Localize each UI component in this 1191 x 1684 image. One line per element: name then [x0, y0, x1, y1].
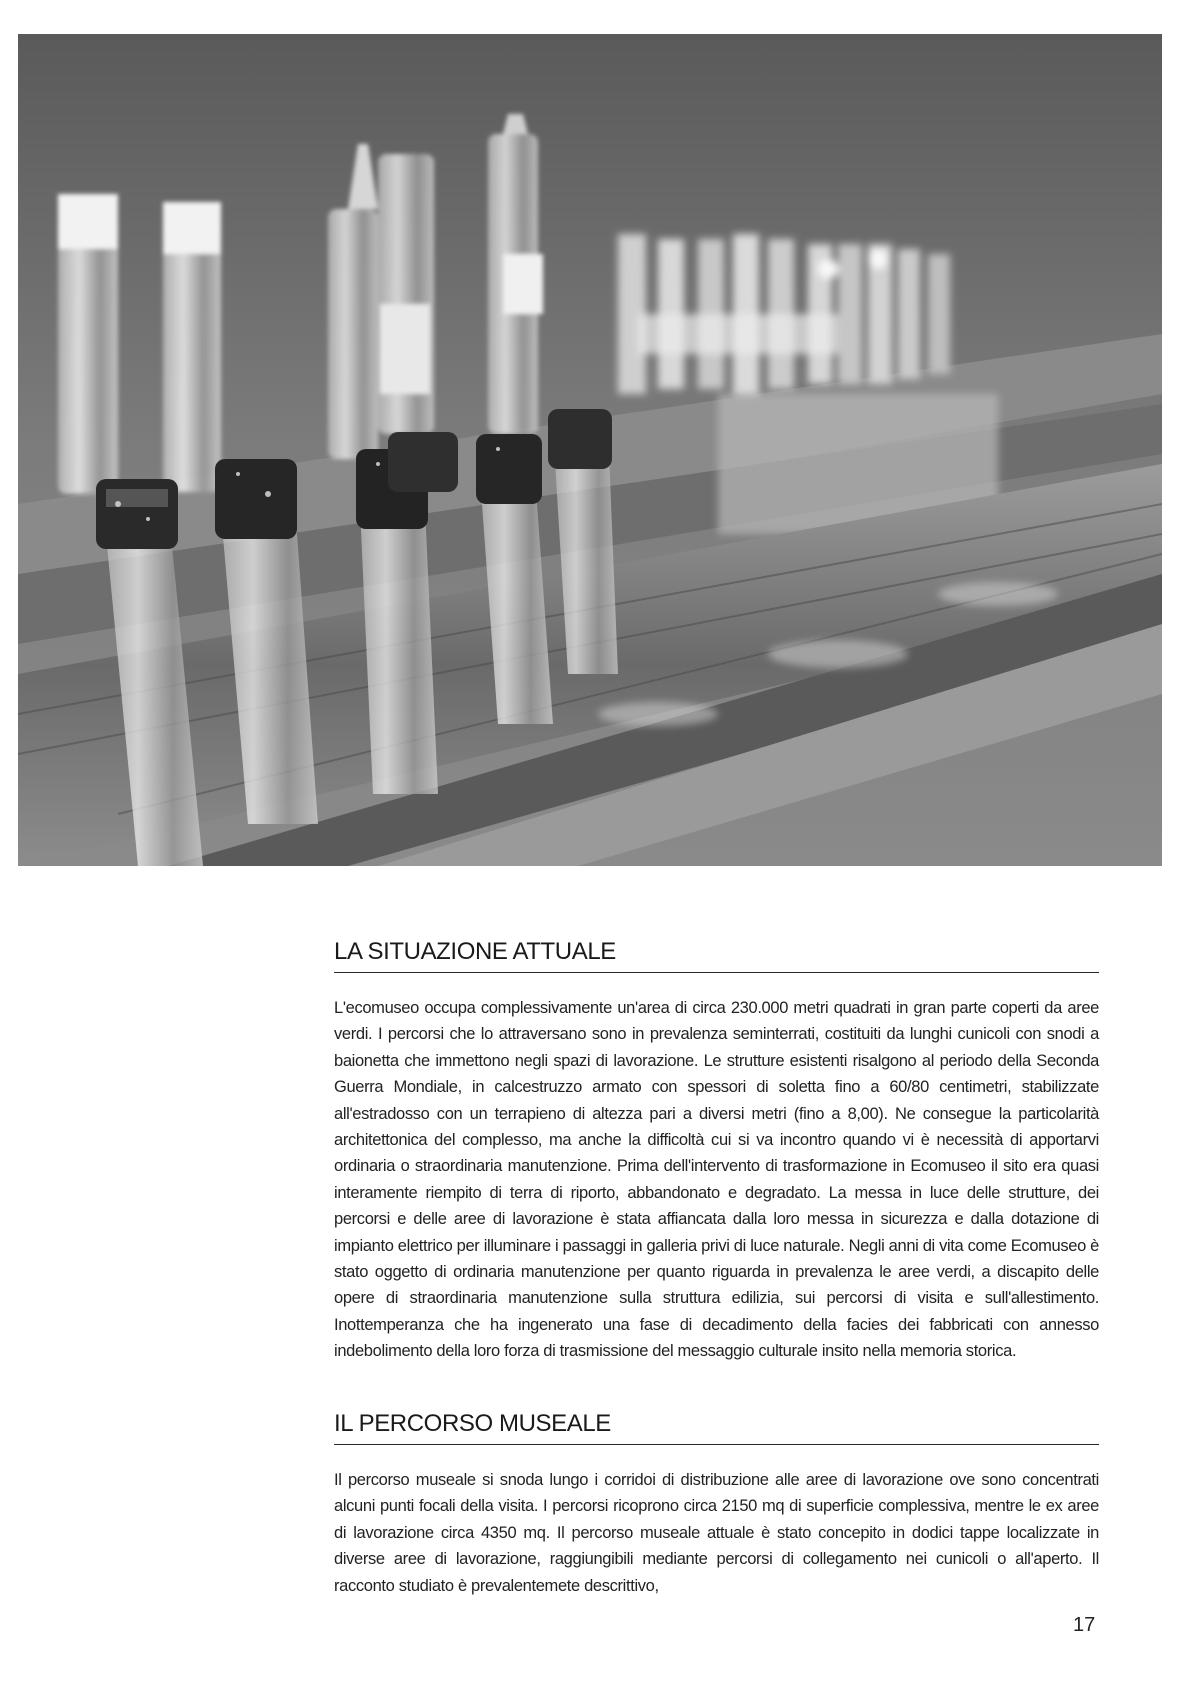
section-percorso-museale	[334, 1410, 1099, 1599]
photo-illustration	[18, 34, 1162, 866]
section-body: Il percorso museale si snoda lungo i corridoi di distribuzione alle aree di lavorazione ove sono concentrati alcuni punti focali della visita. I percorsi ricoprono circa 2150 mq di superficie complessiva, mentre le ex aree di lavorazione circa 4350 mq. Il percorso museale attuale è stato concepito in dodici tappe localizzate in diverse aree di lavorazione, raggiungibili mediante percorsi di collegamento nei cunicoli o all'aperto. Il racconto studiato è prevalentemete descrittivo,	[334, 1471, 1099, 1595]
section-body: L'ecomuseo occupa complessivamente un'area di circa 230.000 metri quadrati in gran parte coperti da aree verdi. I percorsi che lo attraversano sono in prevalenza seminterrati, costituiti da lunghi cunicoli con snodi a baionetta che immettono negli spazi di lavorazione. Le strutture esistenti risalgono al periodo della Seconda Guerra Mondiale, in calcestruzzo armato con spessori di soletta fino a 60/80 centimetri, stabilizzate all'estradosso con un terrapieno di altezza pari a diversi metri (fino a 8,00). Ne consegue la particolarità architettonica del complesso, ma anche la difficoltà cui si va incontro quando vi è necessità di apportarvi ordinaria o straordinaria manutenzione. Prima dell'intervento di trasformazione in Ecomuseo il sito era quasi interamente riempito di terra di riporto, abbandonato e degradato. La messa in luce delle strutture, dei percorsi e delle aree di lavorazione è stata affiancata dalla loro messa in sicurezza e dalla dotazione di impianto elettrico per illuminare i passaggi in galleria privi di luce naturale. Negli anni di vita come Ecomuseo è stato oggetto di ordinaria manutenzione per quanto riguarda in prevalenza le aree verdi, a discapito delle opere di straordinaria manutenzione sulla struttura edilizia, sui percorsi di visita e sull'allestimento. Inottemperanza che ha ingenerato una fase di decadimento della facies dei fabbricati con annesso indebolimento della loro forza di trasmissione del messaggio culturale insito nella memoria storica.	[334, 999, 1099, 1361]
laboratory-vials-photo	[18, 34, 1162, 866]
section-situazione-attuale	[334, 938, 1099, 1365]
section-title: IL PERCORSO MUSEALE	[334, 1410, 1099, 1445]
section-title: LA SITUAZIONE ATTUALE	[334, 938, 1099, 973]
page-number: 17	[1073, 1614, 1096, 1636]
